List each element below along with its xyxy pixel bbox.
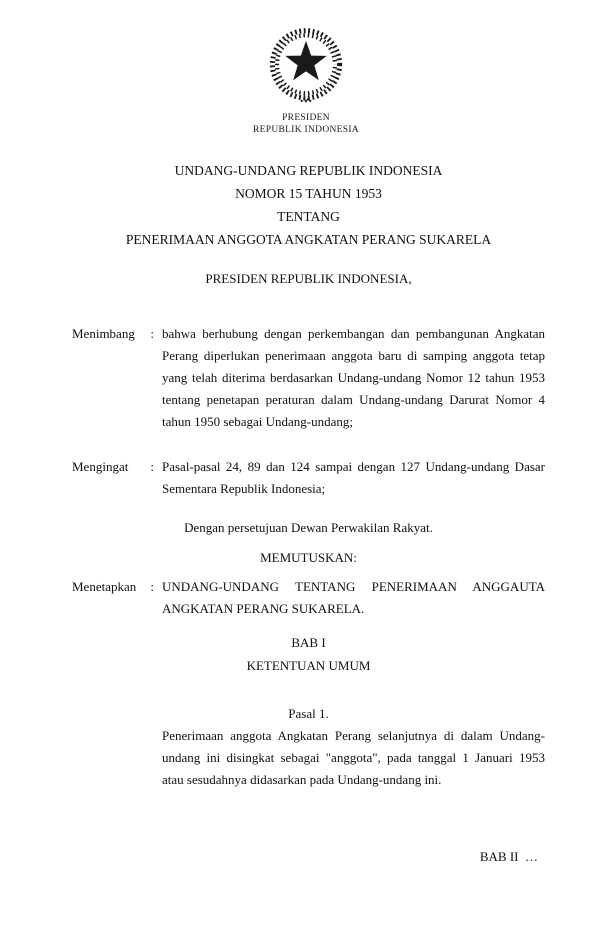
considerations-section [72,323,545,433]
seal-container [0,24,612,136]
document-title-block [72,159,545,251]
pasal-1-heading: Pasal 1. [288,706,329,721]
menetapkan-label-cell [72,576,162,620]
title-line-2: NOMOR 15 TAHUN 1953 [235,186,382,201]
menimbang-line: tentang penetapan peraturan dalam Undang-undang Darurat Nomor 4 [162,392,545,407]
menetapkan-label: Menetapkan [72,579,137,594]
mengingat-label: Mengingat [72,459,129,474]
menimbang-colon: : [150,326,154,341]
ketentuan-umum-heading: KETENTUAN UMUM [246,658,371,673]
menimbang-line: Perang diperlukan penerimaan anggota baru di samping anggota tetap [162,348,545,363]
menimbang-line: tahun 1950 sebagai Undang-undang; [162,414,353,429]
menetapkan-line: ANGKATAN PERANG SUKARELA. [162,601,365,616]
bab-2-catchword: BAB II … [479,849,538,864]
chapter-1-heading-block [72,631,545,677]
seal-caption-republik-indonesia: REPUBLIK INDONESIA [253,125,359,135]
presidential-star-wreath-emblem-icon [264,24,348,108]
enactment-section [72,576,545,620]
star-icon [285,41,327,81]
mengingat-line: Pasal-pasal 24, 89 dan 124 sampai dengan 127 Undang-undang Dasar [162,459,545,474]
approval-line: Dengan persetujuan Dewan Perwakilan Rakyat. [184,520,433,535]
legal-basis-section [72,456,545,500]
mengingat-label-cell [72,456,162,500]
menetapkan-body [162,576,545,620]
menimbang-label-cell [72,323,162,433]
title-line-3: TENTANG [277,209,340,224]
menetapkan-line: UNDANG-UNDANG TENTANG PENERIMAAN ANGGAUTA [162,579,545,594]
menimbang-line: yang telah diterima berdasarkan Undang-undang Nomor 12 tahun 1953 [162,370,545,385]
mengingat-line: Sementara Republik Indonesia; [162,481,326,496]
menimbang-line: bahwa berhubung dengan perkembangan dan pembangunan Angkatan [162,326,545,341]
menimbang-body [162,323,545,433]
pasal-1-body [162,725,545,791]
pasal-1-line: atau sesudahnya didasarkan pada Undang-undang ini. [162,772,442,787]
salutation: PRESIDEN REPUBLIK INDONESIA, [205,271,412,286]
memutuskan-heading: MEMUTUSKAN: [260,550,357,565]
title-line-1: UNDANG-UNDANG REPUBLIK INDONESIA [174,163,443,178]
menimbang-label: Menimbang [72,326,135,341]
menetapkan-colon: : [150,579,154,594]
title-line-4: PENERIMAAN ANGGOTA ANGKATAN PERANG SUKARELA [125,232,492,247]
pasal-1-line: Penerimaan anggota Angkatan Perang selanjutnya di dalam Undang- [162,728,545,743]
pasal-1-line: undang ini disingkat sebagai "anggota", pada tanggal 1 Januari 1953 [162,750,545,765]
mengingat-body [162,456,545,500]
seal-caption-presiden: PRESIDEN [282,113,330,123]
bab-1-heading: BAB I [291,635,326,650]
mengingat-colon: : [150,459,154,474]
